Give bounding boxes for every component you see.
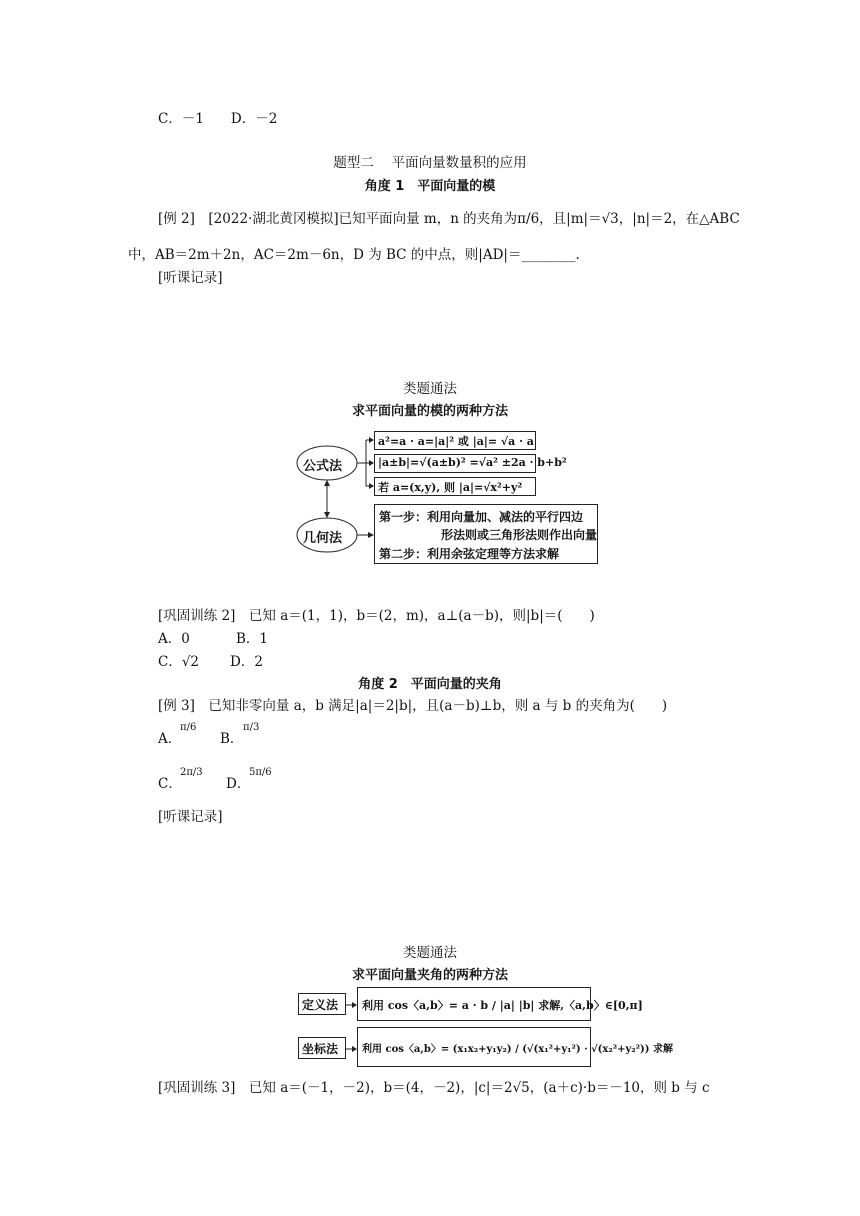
geometry-box: 第一步：利用向量加、减法的平行四边 形法则或三角形法则作出向量 第二步：利用余弦定理等方法求解 (374, 504, 598, 564)
geometry-node: 几何法 (303, 531, 343, 546)
example3-option-a: π/6 (180, 722, 197, 733)
formula-node: 公式法 (303, 459, 343, 474)
method2-heading: 类题通法 (403, 945, 457, 961)
formula-box-3: 若 a=(x,y), 则 |a|=√x²+y² (374, 477, 536, 496)
example2-line2: 中，AB＝2m＋2n，AC＝2m－6n，D 为 BC 的中点，则|AD|＝________. (128, 247, 580, 263)
practice2-option-b: B．1 (236, 631, 269, 647)
coordinate-node: 坐标法 (298, 1037, 346, 1059)
definition-box: 利用 cos〈a,b〉= a · b / |a| |b| 求解,〈a,b〉∈[0,π] (357, 987, 591, 1021)
example3-option-d-label: D． (226, 776, 251, 792)
formula-box-2: |a±b|=√(a±b)² =√a² ±2a · b+b² (374, 454, 536, 473)
practice3-question: [巩固训练 3] 已知 a＝(－1，－2)，b＝(4，－2)，|c|＝2√5，(a＋c)·b＝－10，则 b 与 c (158, 1080, 710, 1096)
example3-option-b: π/3 (243, 722, 260, 733)
listen-note-1: [听课记录] (158, 270, 223, 286)
angle1-title: 角度 1 平面向量的模 (364, 179, 496, 194)
practice2-question: [巩固训练 2] 已知 a＝(1，1)，b＝(2，m)，a⊥(a－b)，则|b|＝( ) (158, 608, 595, 624)
practice2-option-a: A．0 (158, 631, 190, 647)
example3-option-c: 2π/3 (180, 767, 203, 778)
angle2-title: 角度 2 平面向量的夹角 (358, 677, 502, 692)
method1-title: 求平面向量的模的两种方法 (351, 404, 508, 419)
example3-question: [例 3] 已知非零向量 a，b 满足|a|＝2|b|，且(a－b)⊥b，则 a 与 b 的夹角为( ) (158, 698, 668, 714)
example3-option-a-label: A． (158, 731, 182, 747)
example3-option-d: 5π/6 (249, 767, 272, 778)
coordinate-box: 利用 cos〈a,b〉= (x₁x₂+y₁y₂) / (√(x₁²+y₁²) · √(x₂²+y₂²)) 求解 (357, 1027, 591, 1067)
method1-heading: 类题通法 (403, 381, 457, 397)
example3-option-c-label: C． (158, 776, 182, 792)
method2-title: 求平面向量夹角的两种方法 (351, 968, 508, 983)
example3-option-b-label: B． (220, 731, 244, 747)
formula-box-1: a²=a · a=|a|² 或 |a|= √a · a (374, 431, 536, 450)
example2-line1: [例 2] [2022·湖北黄冈模拟]已知平面向量 m，n 的夹角为π/6，且|m|＝√3，|n|＝2，在△ABC (158, 211, 740, 227)
practice2-option-c: C．√2 (158, 654, 200, 670)
listen-note-2: [听课记录] (158, 809, 223, 825)
definition-node: 定义法 (298, 993, 346, 1015)
section-title: 题型二 平面向量数量积的应用 (333, 155, 527, 171)
practice2-option-d: D．2 (230, 654, 263, 670)
top-options: C．－1 D．－2 (158, 111, 278, 127)
